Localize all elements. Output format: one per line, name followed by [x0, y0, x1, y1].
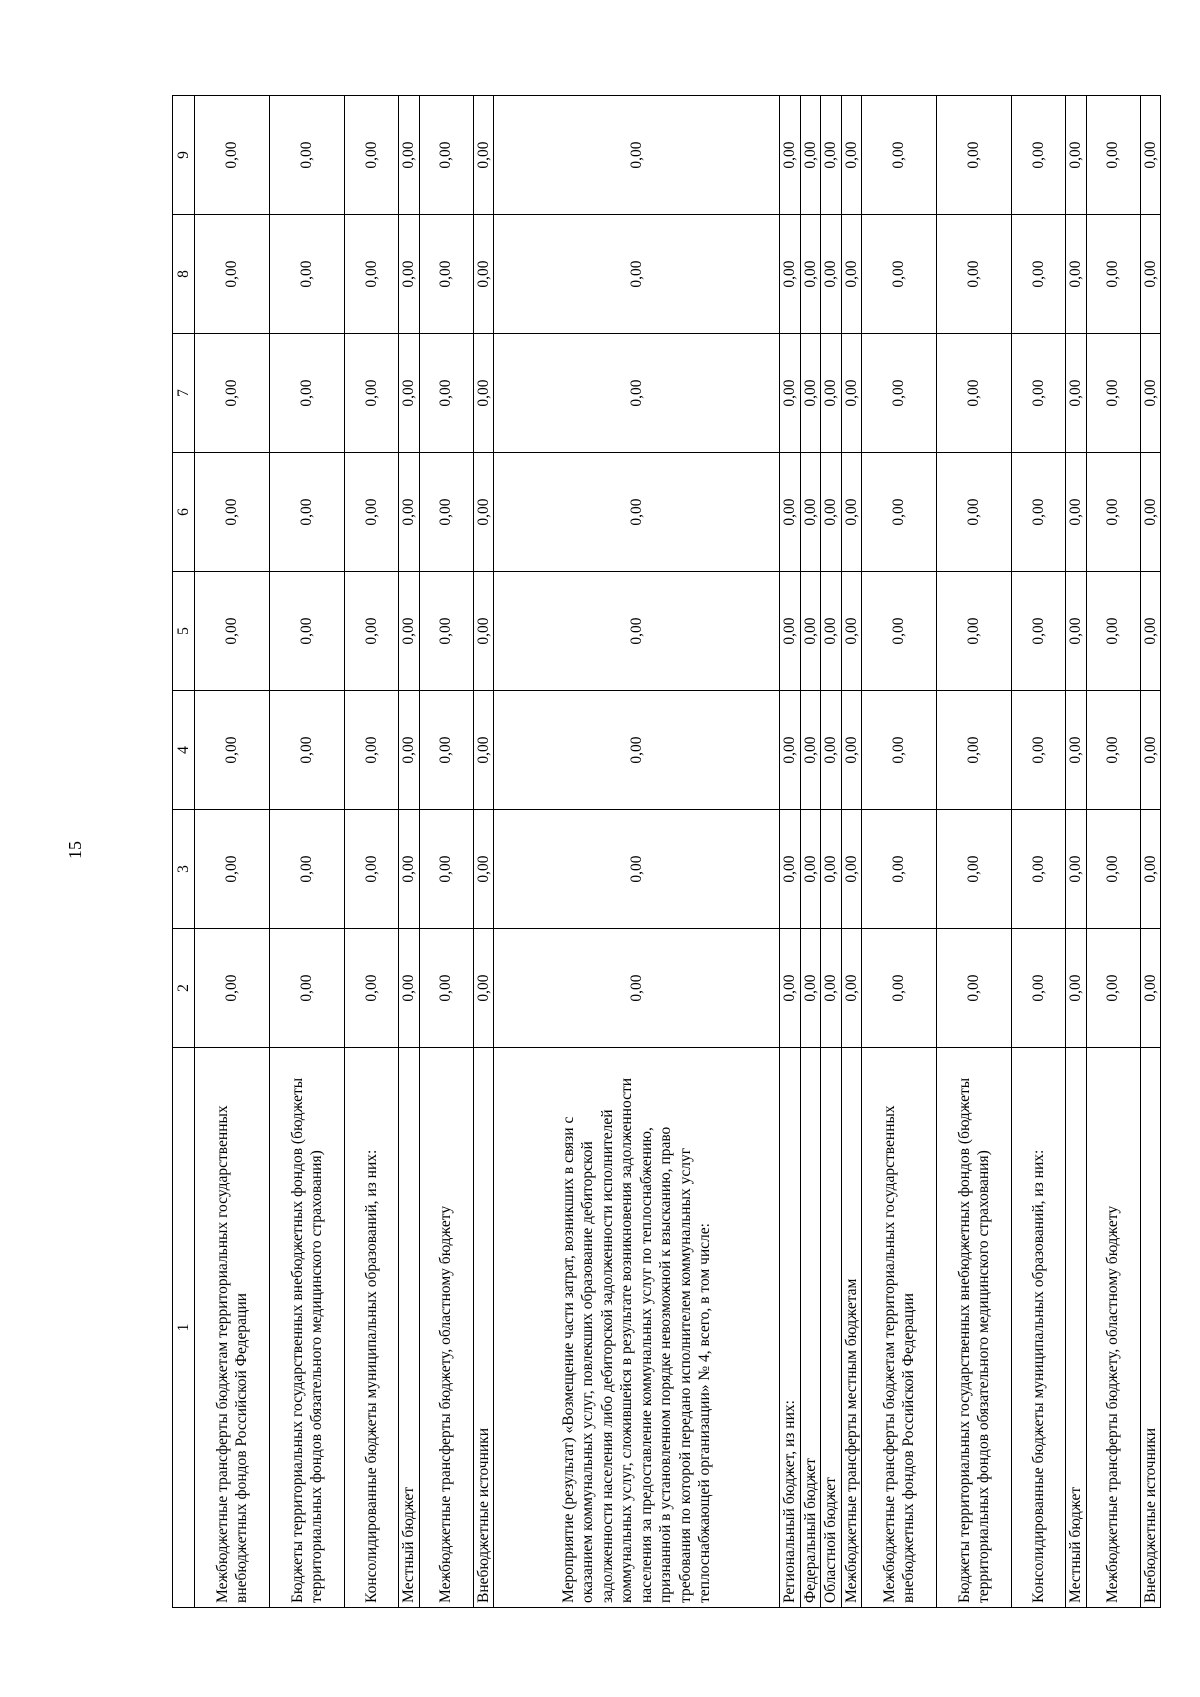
row-value-col-3: 0,00	[841, 810, 862, 929]
rotated-table-container	[172, 96, 1159, 1608]
table-row	[821, 96, 842, 1608]
row-value-col-6: 0,00	[780, 453, 801, 572]
row-label: Межбюджетные трансферты бюджету, областному бюджету	[1086, 1048, 1140, 1608]
row-value-col-9: 0,00	[862, 96, 937, 215]
row-label: Межбюджетные трансферты местным бюджетам	[841, 1048, 862, 1608]
row-label: Бюджеты территориальных государственных внебюджетных фондов (бюджеты территориальных фондов обязательного медицинского страхования)	[937, 1048, 1012, 1608]
row-value-col-4: 0,00	[780, 691, 801, 810]
row-value-col-2: 0,00	[399, 929, 420, 1048]
table-row	[1140, 96, 1161, 1608]
column-header-5: 5	[173, 572, 195, 691]
row-value-col-9: 0,00	[1086, 96, 1140, 215]
row-value-col-6: 0,00	[821, 453, 842, 572]
row-value-col-8: 0,00	[195, 215, 270, 334]
row-value-col-5: 0,00	[270, 572, 345, 691]
row-value-col-3: 0,00	[345, 810, 399, 929]
row-value-col-6: 0,00	[1086, 453, 1140, 572]
row-value-col-2: 0,00	[1086, 929, 1140, 1048]
row-value-col-9: 0,00	[1012, 96, 1066, 215]
row-value-col-4: 0,00	[1012, 691, 1066, 810]
row-value-col-3: 0,00	[419, 810, 473, 929]
row-value-col-2: 0,00	[494, 929, 780, 1048]
row-label: Региональный бюджет, из них:	[780, 1048, 801, 1608]
row-value-col-7: 0,00	[473, 334, 494, 453]
row-value-col-9: 0,00	[399, 96, 420, 215]
row-value-col-8: 0,00	[494, 215, 780, 334]
table-row	[1012, 96, 1066, 1608]
column-header-4: 4	[173, 691, 195, 810]
row-value-col-3: 0,00	[1086, 810, 1140, 929]
row-value-col-7: 0,00	[841, 334, 862, 453]
row-value-col-6: 0,00	[1066, 453, 1087, 572]
row-label: Межбюджетные трансферты бюджетам территориальных государственных внебюджетных фондов Российской Федерации	[195, 1048, 270, 1608]
budget-table	[172, 95, 1161, 1608]
row-label: Областной бюджет	[821, 1048, 842, 1608]
row-value-col-4: 0,00	[1086, 691, 1140, 810]
row-value-col-2: 0,00	[800, 929, 821, 1048]
row-value-col-8: 0,00	[1012, 215, 1066, 334]
row-label: Межбюджетные трансферты бюджетам территориальных государственных внебюджетных фондов Российской Федерации	[862, 1048, 937, 1608]
row-value-col-4: 0,00	[399, 691, 420, 810]
row-value-col-6: 0,00	[473, 453, 494, 572]
row-value-col-7: 0,00	[1066, 334, 1087, 453]
table-row	[419, 96, 473, 1608]
row-value-col-6: 0,00	[419, 453, 473, 572]
row-value-col-2: 0,00	[1012, 929, 1066, 1048]
row-value-col-4: 0,00	[494, 691, 780, 810]
row-value-col-8: 0,00	[821, 215, 842, 334]
row-value-col-2: 0,00	[419, 929, 473, 1048]
row-value-col-6: 0,00	[937, 453, 1012, 572]
row-value-col-9: 0,00	[494, 96, 780, 215]
table-body	[195, 96, 1161, 1608]
row-value-col-6: 0,00	[270, 453, 345, 572]
table-row	[195, 96, 270, 1608]
row-label: Внебюджетные источники	[473, 1048, 494, 1608]
row-value-col-6: 0,00	[195, 453, 270, 572]
row-value-col-6: 0,00	[345, 453, 399, 572]
row-value-col-4: 0,00	[1066, 691, 1087, 810]
row-value-col-6: 0,00	[1012, 453, 1066, 572]
row-value-col-9: 0,00	[1066, 96, 1087, 215]
row-value-col-9: 0,00	[1140, 96, 1161, 215]
row-value-col-9: 0,00	[195, 96, 270, 215]
row-value-col-4: 0,00	[195, 691, 270, 810]
row-value-col-6: 0,00	[862, 453, 937, 572]
row-value-col-7: 0,00	[345, 334, 399, 453]
row-value-col-9: 0,00	[345, 96, 399, 215]
row-value-col-8: 0,00	[399, 215, 420, 334]
row-value-col-7: 0,00	[821, 334, 842, 453]
row-label: Бюджеты территориальных государственных внебюджетных фондов (бюджеты территориальных фондов обязательного медицинского страхования)	[270, 1048, 345, 1608]
column-header-9: 9	[173, 96, 195, 215]
table-row	[937, 96, 1012, 1608]
row-value-col-6: 0,00	[800, 453, 821, 572]
row-value-col-3: 0,00	[494, 810, 780, 929]
row-value-col-3: 0,00	[800, 810, 821, 929]
row-value-col-9: 0,00	[937, 96, 1012, 215]
row-value-col-7: 0,00	[1140, 334, 1161, 453]
row-value-col-7: 0,00	[1012, 334, 1066, 453]
table-row	[780, 96, 801, 1608]
table-row	[473, 96, 494, 1608]
row-value-col-8: 0,00	[937, 215, 1012, 334]
row-value-col-2: 0,00	[195, 929, 270, 1048]
row-value-col-8: 0,00	[1086, 215, 1140, 334]
table-row	[862, 96, 937, 1608]
row-value-col-4: 0,00	[419, 691, 473, 810]
row-value-col-8: 0,00	[862, 215, 937, 334]
row-value-col-9: 0,00	[841, 96, 862, 215]
row-value-col-8: 0,00	[780, 215, 801, 334]
row-value-col-9: 0,00	[800, 96, 821, 215]
row-value-col-5: 0,00	[345, 572, 399, 691]
row-value-col-2: 0,00	[937, 929, 1012, 1048]
row-value-col-7: 0,00	[800, 334, 821, 453]
row-value-col-3: 0,00	[1140, 810, 1161, 929]
column-header-2: 2	[173, 929, 195, 1048]
row-value-col-4: 0,00	[800, 691, 821, 810]
row-value-col-7: 0,00	[195, 334, 270, 453]
row-value-col-5: 0,00	[862, 572, 937, 691]
row-value-col-7: 0,00	[862, 334, 937, 453]
row-value-col-2: 0,00	[780, 929, 801, 1048]
row-value-col-2: 0,00	[841, 929, 862, 1048]
row-value-col-4: 0,00	[270, 691, 345, 810]
row-value-col-5: 0,00	[1140, 572, 1161, 691]
column-header-7: 7	[173, 334, 195, 453]
column-header-6: 6	[173, 453, 195, 572]
row-value-col-8: 0,00	[473, 215, 494, 334]
row-value-col-5: 0,00	[494, 572, 780, 691]
row-value-col-3: 0,00	[821, 810, 842, 929]
row-value-col-5: 0,00	[1012, 572, 1066, 691]
row-value-col-5: 0,00	[841, 572, 862, 691]
row-value-col-2: 0,00	[862, 929, 937, 1048]
row-value-col-2: 0,00	[821, 929, 842, 1048]
row-value-col-8: 0,00	[1140, 215, 1161, 334]
row-value-col-4: 0,00	[1140, 691, 1161, 810]
row-value-col-5: 0,00	[419, 572, 473, 691]
row-value-col-2: 0,00	[270, 929, 345, 1048]
row-value-col-8: 0,00	[800, 215, 821, 334]
row-value-col-3: 0,00	[399, 810, 420, 929]
row-value-col-3: 0,00	[1066, 810, 1087, 929]
row-value-col-3: 0,00	[937, 810, 1012, 929]
row-label: Консолидированные бюджеты муниципальных образований, из них:	[1012, 1048, 1066, 1608]
table-row	[1066, 96, 1087, 1608]
row-label: Мероприятие (результат) «Возмещение части затрат, возникших в связи с оказанием коммунальных услуг, повлекших образование дебиторской задолженности населения либо дебиторской задолженности исполнителей коммунальных услуг, сложившейся в результате возникновения задолженности населения за предоставление коммунальных услуг по теплоснабжению, признанной в установленном порядке невозможной к взысканию, право требования по которой передано исполнителем коммунальных услуг теплоснабжающей организации» № 4, всего, в том числе:	[494, 1048, 780, 1608]
row-value-col-7: 0,00	[399, 334, 420, 453]
column-header-8: 8	[173, 215, 195, 334]
header-row	[173, 96, 195, 1608]
row-value-col-9: 0,00	[821, 96, 842, 215]
table-row	[494, 96, 780, 1608]
row-value-col-7: 0,00	[937, 334, 1012, 453]
row-value-col-4: 0,00	[821, 691, 842, 810]
row-value-col-5: 0,00	[800, 572, 821, 691]
row-value-col-5: 0,00	[821, 572, 842, 691]
row-value-col-6: 0,00	[841, 453, 862, 572]
table-row	[1086, 96, 1140, 1608]
row-value-col-3: 0,00	[780, 810, 801, 929]
row-value-col-3: 0,00	[270, 810, 345, 929]
row-value-col-2: 0,00	[1140, 929, 1161, 1048]
row-value-col-2: 0,00	[473, 929, 494, 1048]
row-value-col-8: 0,00	[419, 215, 473, 334]
row-value-col-8: 0,00	[1066, 215, 1087, 334]
row-label: Федеральный бюджет	[800, 1048, 821, 1608]
table-row	[270, 96, 345, 1608]
row-value-col-5: 0,00	[399, 572, 420, 691]
row-value-col-4: 0,00	[841, 691, 862, 810]
row-value-col-4: 0,00	[345, 691, 399, 810]
row-value-col-7: 0,00	[1086, 334, 1140, 453]
table-row	[345, 96, 399, 1608]
row-label: Местный бюджет	[1066, 1048, 1087, 1608]
row-value-col-8: 0,00	[270, 215, 345, 334]
column-header-1: 1	[173, 1048, 195, 1608]
row-value-col-7: 0,00	[780, 334, 801, 453]
row-value-col-9: 0,00	[419, 96, 473, 215]
row-value-col-5: 0,00	[1086, 572, 1140, 691]
row-value-col-5: 0,00	[1066, 572, 1087, 691]
row-value-col-3: 0,00	[862, 810, 937, 929]
row-value-col-9: 0,00	[780, 96, 801, 215]
row-label: Консолидированные бюджеты муниципальных образований, из них:	[345, 1048, 399, 1608]
row-value-col-4: 0,00	[937, 691, 1012, 810]
row-value-col-5: 0,00	[473, 572, 494, 691]
table-row	[399, 96, 420, 1608]
row-label: Местный бюджет	[399, 1048, 420, 1608]
column-header-3: 3	[173, 810, 195, 929]
row-value-col-9: 0,00	[473, 96, 494, 215]
page-number: 15	[64, 841, 85, 859]
row-value-col-5: 0,00	[195, 572, 270, 691]
table-row	[841, 96, 862, 1608]
row-value-col-7: 0,00	[419, 334, 473, 453]
row-value-col-3: 0,00	[473, 810, 494, 929]
row-label: Внебюджетные источники	[1140, 1048, 1161, 1608]
row-label: Межбюджетные трансферты бюджету, областному бюджету	[419, 1048, 473, 1608]
row-value-col-7: 0,00	[494, 334, 780, 453]
row-value-col-5: 0,00	[780, 572, 801, 691]
row-value-col-8: 0,00	[841, 215, 862, 334]
row-value-col-9: 0,00	[270, 96, 345, 215]
row-value-col-2: 0,00	[345, 929, 399, 1048]
row-value-col-8: 0,00	[345, 215, 399, 334]
row-value-col-6: 0,00	[399, 453, 420, 572]
row-value-col-5: 0,00	[937, 572, 1012, 691]
row-value-col-3: 0,00	[195, 810, 270, 929]
row-value-col-6: 0,00	[1140, 453, 1161, 572]
row-value-col-3: 0,00	[1012, 810, 1066, 929]
row-value-col-4: 0,00	[862, 691, 937, 810]
row-value-col-7: 0,00	[270, 334, 345, 453]
row-value-col-2: 0,00	[1066, 929, 1087, 1048]
row-value-col-4: 0,00	[473, 691, 494, 810]
table-row	[800, 96, 821, 1608]
row-value-col-6: 0,00	[494, 453, 780, 572]
